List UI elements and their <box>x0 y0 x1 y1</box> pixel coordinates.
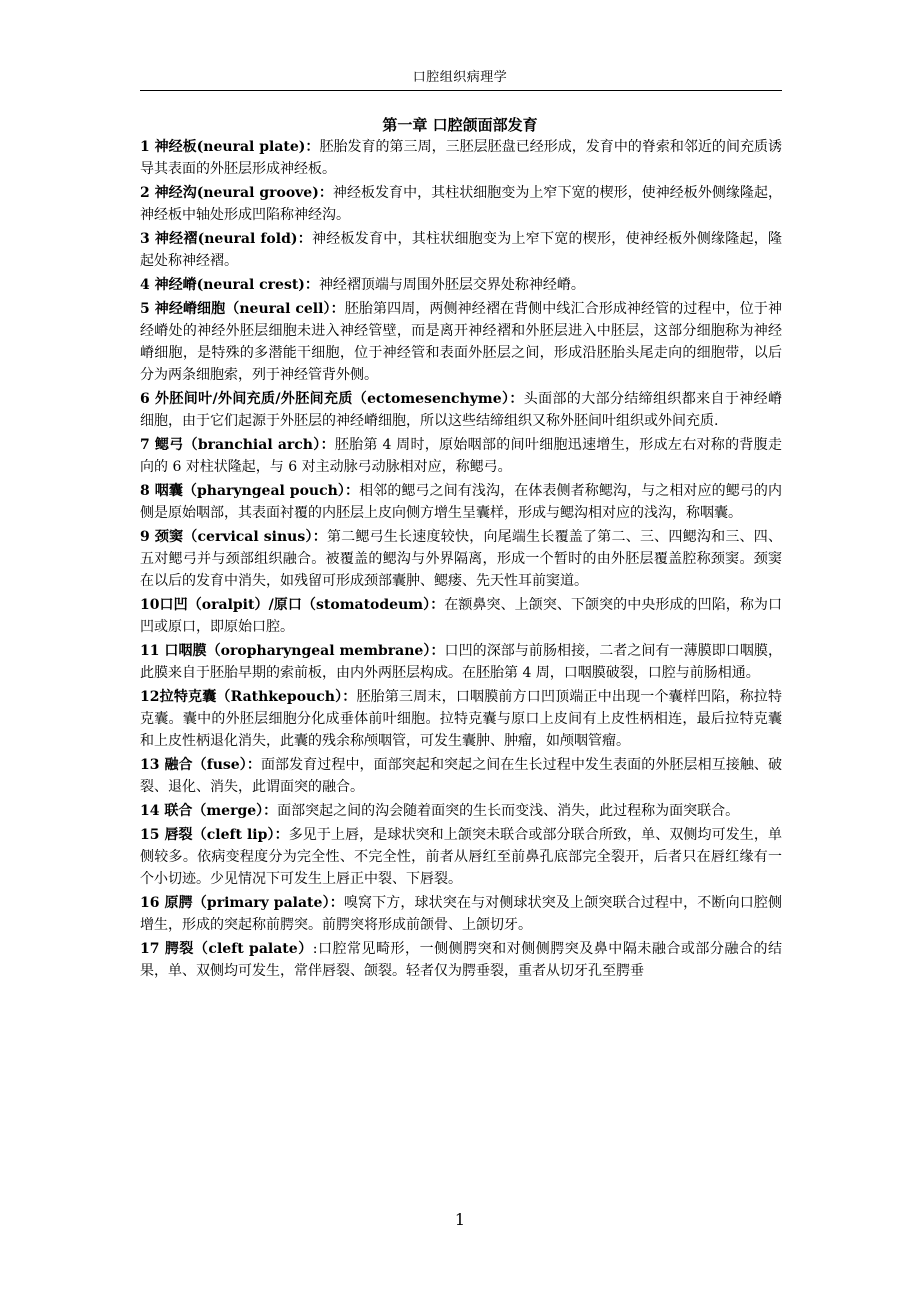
entry-definition: 神经褶顶端与周围外胚层交界处称神经嵴。 <box>318 277 585 293</box>
entry-term: 12拉特克囊（Rathkepouch）： <box>140 689 357 705</box>
page-number: 1 <box>454 1210 466 1229</box>
glossary-entry <box>140 892 782 936</box>
glossary-entry <box>140 136 782 180</box>
glossary-entry <box>140 754 782 798</box>
entry-definition: 口凹的深部与前肠相接，二者之间有一薄膜即口咽膜，此膜来自于胚胎早期的索前板，由内外两胚层构成。在胚胎第 4 周，口咽膜破裂，口腔与前肠相通。 <box>140 643 783 681</box>
entry-term: 11 口咽膜（oropharyngeal membrane）： <box>140 643 445 659</box>
entry-definition: 头面部的大部分结缔组织都来自于神经嵴细胞，由于它们起源于外胚层的神经嵴细胞，所以这些结缔组织又称外胚间叶组织或外间充质. <box>140 391 782 429</box>
glossary-entry <box>140 686 782 752</box>
glossary-entry <box>140 594 782 638</box>
glossary-entry <box>140 298 782 386</box>
glossary-entry <box>140 228 782 272</box>
entry-term: 16 原腭（primary palate）： <box>140 895 344 911</box>
glossary-entry <box>140 274 782 296</box>
entry-term: 1 神经板(neural plate)： <box>140 139 320 155</box>
entry-definition: 胚胎第四周，两侧神经褶在背侧中线汇合形成神经管的过程中，位于神经嵴处的神经外胚层细胞未进入神经管壁，而是离开神经褶和外胚层进入中胚层，这部分细胞称为神经嵴细胞，是特殊的多潜能干细胞，位于神经管和表面外胚层之间，形成沿胚胎头尾走向的细胞带，以后分为两条细胞索，列于神经管背外侧。 <box>140 301 783 383</box>
page-header: 口腔组织病理学 <box>412 70 508 85</box>
entry-term: 10口凹（oralpit）/原口（stomatodeum）： <box>140 597 445 613</box>
chapter-title: 第一章 口腔颌面部发育 <box>382 116 538 134</box>
document-body <box>140 136 782 984</box>
entry-term: 17 腭裂（cleft palate） <box>140 941 313 957</box>
entry-definition: 多见于上唇，是球状突和上颌突未联合或部分联合所致，单、双侧均可发生，单侧较多。依病变程度分为完全性、不完全性，前者从唇红至前鼻孔底部完全裂开，后者只在唇红缘有一个小切迹。少见情况下可发生上唇正中裂、下唇裂。 <box>140 827 782 887</box>
glossary-entry <box>140 434 782 478</box>
entry-definition: 嗅窝下方，球状突在与对侧球状突及上颌突联合过程中，不断向口腔侧增生，形成的突起称前腭突。前腭突将形成前颌骨、上颌切牙。 <box>140 895 782 933</box>
entry-term: 9 颈窦（cervical sinus）： <box>140 529 327 545</box>
entry-definition: :口腔常见畸形，一侧侧腭突和对侧侧腭突及鼻中隔未融合或部分融合的结果，单、双侧均可发生，常伴唇裂、颌裂。轻者仅为腭垂裂，重者从切牙孔至腭垂 <box>140 941 782 979</box>
entry-term: 6 外胚间叶/外间充质/外胚间充质（ectomesenchyme）： <box>140 391 524 407</box>
entry-term: 8 咽囊（pharyngeal pouch）： <box>140 483 360 499</box>
entry-definition: 在额鼻突、上颌突、下颌突的中央形成的凹陷，称为口凹或原口，即原始口腔。 <box>140 597 782 635</box>
glossary-entry <box>140 182 782 226</box>
entry-definition: 第二鳃弓生长速度较快，向尾端生长覆盖了第二、三、四鳃沟和三、四、五对鳃弓并与颈部组织融合。被覆盖的鳃沟与外界隔离，形成一个暂时的由外胚层覆盖腔称颈窦。颈窦在以后的发育中消失，如残留可形成颈部囊肿、鳃瘘、先天性耳前窦道。 <box>140 529 783 589</box>
entry-definition: 面部突起之间的沟会随着面突的生长而变浅、消失，此过程称为面突联合。 <box>277 803 740 819</box>
entry-definition: 胚胎第三周末，口咽膜前方口凹顶端正中出现一个囊样凹陷，称拉特克囊。囊中的外胚层细胞分化成垂体前叶细胞。拉特克囊与原口上皮间有上皮性柄相连，最后拉特克囊和上皮性柄退化消失，此囊的残余称颅咽管，可发生囊肿、肿瘤，如颅咽管瘤。 <box>140 689 782 749</box>
entry-term: 13 融合（fuse）： <box>140 757 261 773</box>
glossary-entry <box>140 800 782 822</box>
entry-term: 4 神经嵴(neural crest)： <box>140 277 319 293</box>
entry-term: 3 神经褶(neural fold)： <box>140 231 312 247</box>
glossary-entry <box>140 480 782 524</box>
entry-term: 7 鳃弓（branchial arch）： <box>140 437 335 453</box>
glossary-entry <box>140 388 782 432</box>
entry-definition: 胚胎第 4 周时，原始咽部的间叶细胞迅速增生，形成左右对称的背腹走向的 6 对柱状隆起，与 6 对主动脉弓动脉相对应，称鳃弓。 <box>140 437 782 475</box>
entry-definition: 胚胎发育的第三周，三胚层胚盘已经形成，发育中的脊索和邻近的间充质诱导其表面的外胚层形成神经板。 <box>140 139 783 177</box>
entry-term: 2 神经沟(neural groove)： <box>140 185 333 201</box>
glossary-entry <box>140 640 782 684</box>
entry-term: 5 神经嵴细胞（neural cell）： <box>140 301 345 317</box>
header-divider <box>140 90 782 91</box>
entry-definition: 神经板发育中，其柱状细胞变为上窄下宽的楔形，使神经板外侧缘隆起，神经板中轴处形成凹陷称神经沟。 <box>140 185 783 223</box>
glossary-entry <box>140 526 782 592</box>
entry-term: 14 联合（merge）： <box>140 803 278 819</box>
entry-definition: 神经板发育中，其柱状细胞变为上窄下宽的楔形，使神经板外侧缘隆起，隆起处称神经褶。 <box>140 231 782 269</box>
glossary-entry <box>140 938 782 982</box>
glossary-entry <box>140 824 782 890</box>
entry-definition: 面部发育过程中，面部突起和突起之间在生长过程中发生表面的外胚层相互接触、破裂、退化、消失，此谓面突的融合。 <box>140 757 782 795</box>
entry-term: 15 唇裂（cleft lip）： <box>140 827 289 843</box>
entry-definition: 相邻的鳃弓之间有浅沟，在体表侧者称鳃沟，与之相对应的鳃弓的内侧是原始咽部，其表面衬覆的内胚层上皮向侧方增生呈囊样，形成与鳃沟相对应的浅沟，称咽囊。 <box>140 483 783 521</box>
